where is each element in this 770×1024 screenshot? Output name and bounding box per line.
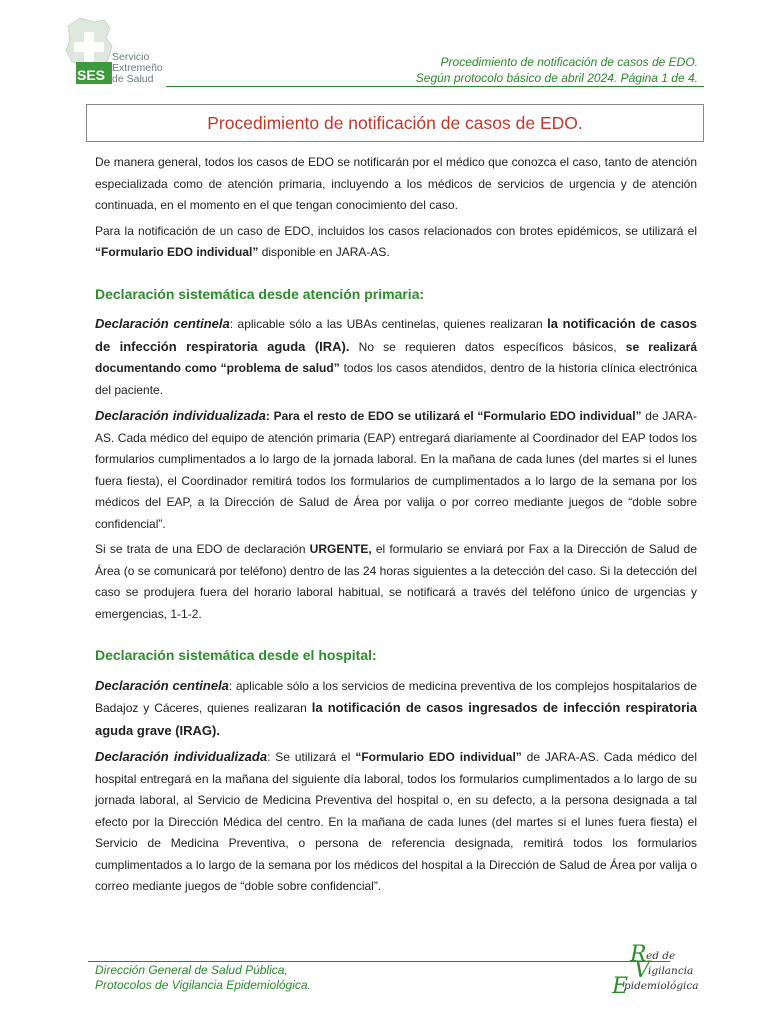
logo-line: Servicio xyxy=(112,51,150,63)
logo-word: ed de xyxy=(646,950,676,962)
footer-line-1: Dirección General de Salud Pública, xyxy=(95,963,288,977)
running-header xyxy=(416,54,698,86)
hospital-centinela: Declaración centinela: aplicable sólo a los servicios de medicina preventiva de los complejos hospitalarios de Badajoz y Cáceres, quienes realizaran la notificación de casos ingresados de infección respiratoria aguda grave (IRAG). xyxy=(95,677,698,738)
document-body xyxy=(95,152,697,902)
logo-letter: R xyxy=(630,942,647,967)
primaria-centinela: Declaración centinela: aplicable sólo a las UBAs centinelas, quienes realizaran la notificación de casos de infección respiratoria aguda (IRA). No se requieren datos específicos básicos, se realizará documentando como “problema de salud” todos los casos atendidos, dentro de la historia clínica electrónica del paciente. xyxy=(95,316,698,397)
primaria-urgente: Si se trata de una EDO de declaración URGENTE, el formulario se enviará por Fax a la Dirección de Salud de Área (o se comunicará por teléfono) dentro de las 24 horas siguientes a la detección del caso. Si la detección del caso se produjera fuera del horario laboral habitual, se notificará a través del teléfono único de urgencias y emergencias, 1-1-2. xyxy=(95,542,697,621)
section-heading-hospital: Declaración sistemática desde el hospital: xyxy=(95,647,377,663)
intro-paragraph-2: Para la notificación de un caso de EDO, incluidos los casos relacionados con brotes epidémicos, se utilizará el “Formulario EDO individual” disponible en JARA-AS. xyxy=(95,223,697,259)
page-title: Procedimiento de notificación de casos de EDO. xyxy=(86,104,704,142)
header-rule xyxy=(166,86,704,87)
logo-word: pidemiológica xyxy=(624,980,699,992)
footer-line-2: Protocolos de Vigilancia Epidemiológica. xyxy=(95,978,311,992)
footer-text xyxy=(95,963,311,993)
section-heading-primaria: Declaración sistemática desde atención primaria: xyxy=(95,285,425,302)
logo-text xyxy=(112,52,163,85)
running-subtitle: Según protocolo básico de abril 2024. Página 1 de 4. xyxy=(415,71,698,85)
ses-abbrev: SES xyxy=(77,67,106,83)
logo-word: igilancia xyxy=(648,965,694,977)
primaria-individual: Declaración individualizada: Para el resto de EDO se utilizará el “Formulario EDO individual” de JARA-AS. Cada médico del equipo de atención primaria (EAP) entregará diariamente al Coordinador del EAP todos los formularios cumplimentados a lo largo de la jornada laboral. En la mañana de cada lunes (del martes si el lunes fuera fiesta), el Coordinador remitirá todos los formularios de cumplimentados a lo largo de la semana por los médicos del EAP, a la Dirección de Salud de Área por valija o por correo mediante juegos de “doble sobre confidencial”. xyxy=(95,408,698,531)
intro-paragraph: De manera general, todos los casos de EDO se notificarán por el médico que conozca el caso, tanto de atención especializada como de atención primaria, incluyendo a los médicos de servicios de urgencia y de atención continuada, en el momento en el que tengan conocimiento del caso. xyxy=(95,155,697,212)
red-vigilancia-logo xyxy=(612,942,702,999)
running-title: Procedimiento de notificación de casos de EDO. xyxy=(440,55,698,69)
logo-letter: V xyxy=(634,958,650,983)
hospital-individual: Declaración individualizada: Se utilizará el “Formulario EDO individual” de JARA-AS. Cada médico del hospital entregará en la mañana del siguiente día laboral, todos los formularios cumplimentados a lo largo de su jornada laboral, al Servicio de Medicina Preventiva del hospital o, en su defecto, a la persona designada a tal efecto por la Dirección Médica del centro. En la mañana de cada lunes (del martes si el lunes fuera fiesta) el Servicio de Medicina Preventiva, o persona de referencia designada, remitirá todos los formularios cumplimentados a lo largo de la semana por los médicos del hospital a la Dirección de Salud de Área por valija o correo mediante juegos de “doble sobre confidencial”. xyxy=(95,749,697,893)
logo-letter: E xyxy=(612,974,629,999)
logo-line: de Salud xyxy=(112,73,154,85)
logo-line: Extremeño xyxy=(112,62,163,74)
footer-rule xyxy=(88,961,670,962)
